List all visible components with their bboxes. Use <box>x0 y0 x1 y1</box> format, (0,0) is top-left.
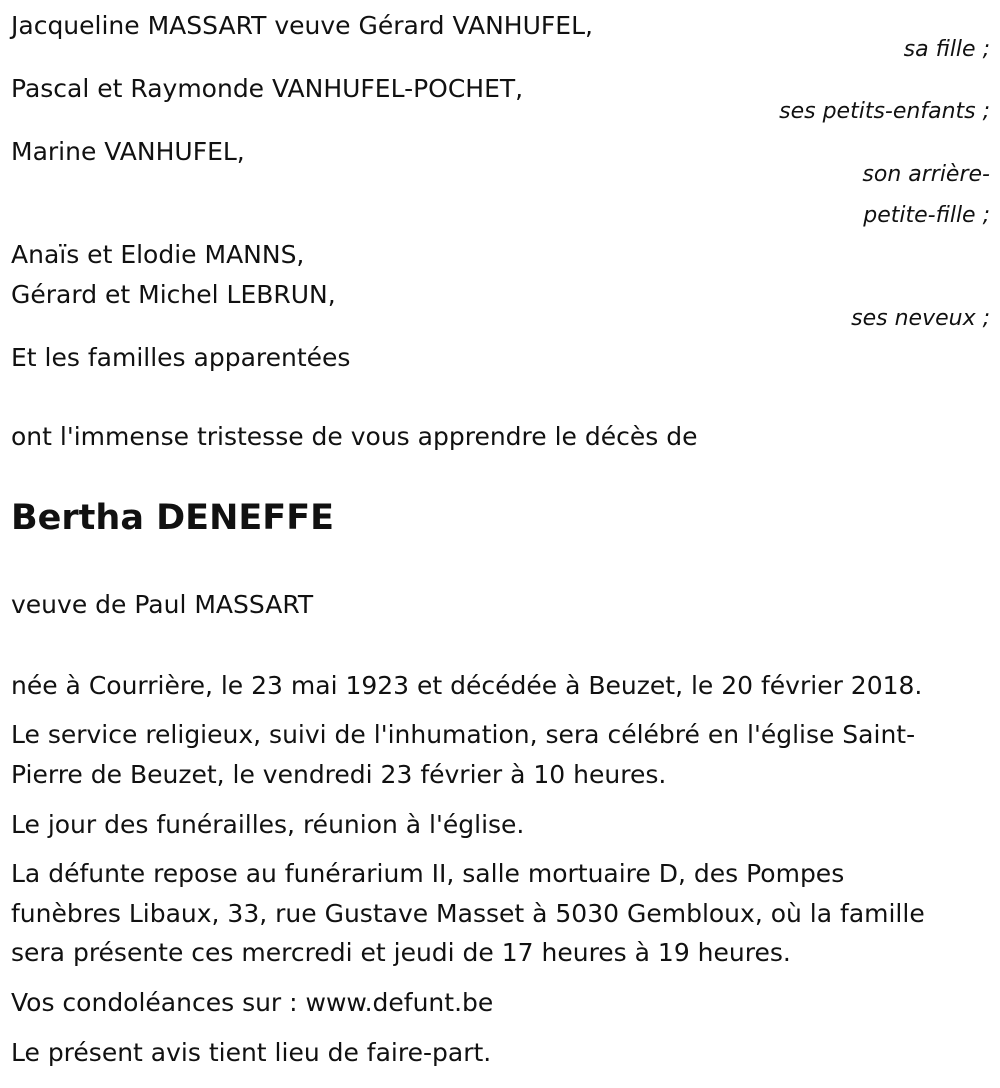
notice: Le présent avis tient lieu de faire-part. <box>11 1038 492 1067</box>
announcement-intro: ont l'immense tristesse de vous apprendre le décès de <box>11 422 698 451</box>
gathering: Le jour des funérailles, réunion à l'église. <box>11 810 525 839</box>
relation-nephews: ses neveux ; <box>851 306 990 331</box>
relation-daughter: sa fille ; <box>903 37 990 62</box>
family-line-nephews-1: Anaïs et Elodie MANNS, <box>11 240 305 269</box>
relation-great-granddaughter-a: son arrière- <box>862 162 990 187</box>
relation-grandchildren: ses petits-enfants ; <box>779 99 990 124</box>
repose-line-3: sera présente ces mercredi et jeudi de 17 heures à 19 heures. <box>11 938 791 967</box>
family-line-great-granddaughter: Marine VANHUFEL, <box>11 137 245 166</box>
relation-great-granddaughter-b: petite-fille ; <box>863 203 990 228</box>
family-line-related: Et les familles apparentées <box>11 343 351 372</box>
service-line-2: Pierre de Beuzet, le vendredi 23 février à 10 heures. <box>11 760 667 789</box>
family-line-nephews-2: Gérard et Michel LEBRUN, <box>11 280 336 309</box>
deceased-name: Bertha DENEFFE <box>11 498 335 538</box>
service-line-1: Le service religieux, suivi de l'inhumation, sera célébré en l'église Saint- <box>11 720 916 749</box>
condolences: Vos condoléances sur : www.defunt.be <box>11 988 494 1017</box>
family-line-daughter: Jacqueline MASSART veuve Gérard VANHUFEL, <box>11 11 593 40</box>
repose-line-2: funèbres Libaux, 33, rue Gustave Masset à 5030 Gembloux, où la famille <box>11 899 925 928</box>
family-line-grandchildren: Pascal et Raymonde VANHUFEL-POCHET, <box>11 74 524 103</box>
birth-death: née à Courrière, le 23 mai 1923 et décédée à Beuzet, le 20 février 2018. <box>11 671 923 700</box>
widow-of: veuve de Paul MASSART <box>11 590 314 619</box>
repose-line-1: La défunte repose au funérarium II, salle mortuaire D, des Pompes <box>11 859 845 888</box>
